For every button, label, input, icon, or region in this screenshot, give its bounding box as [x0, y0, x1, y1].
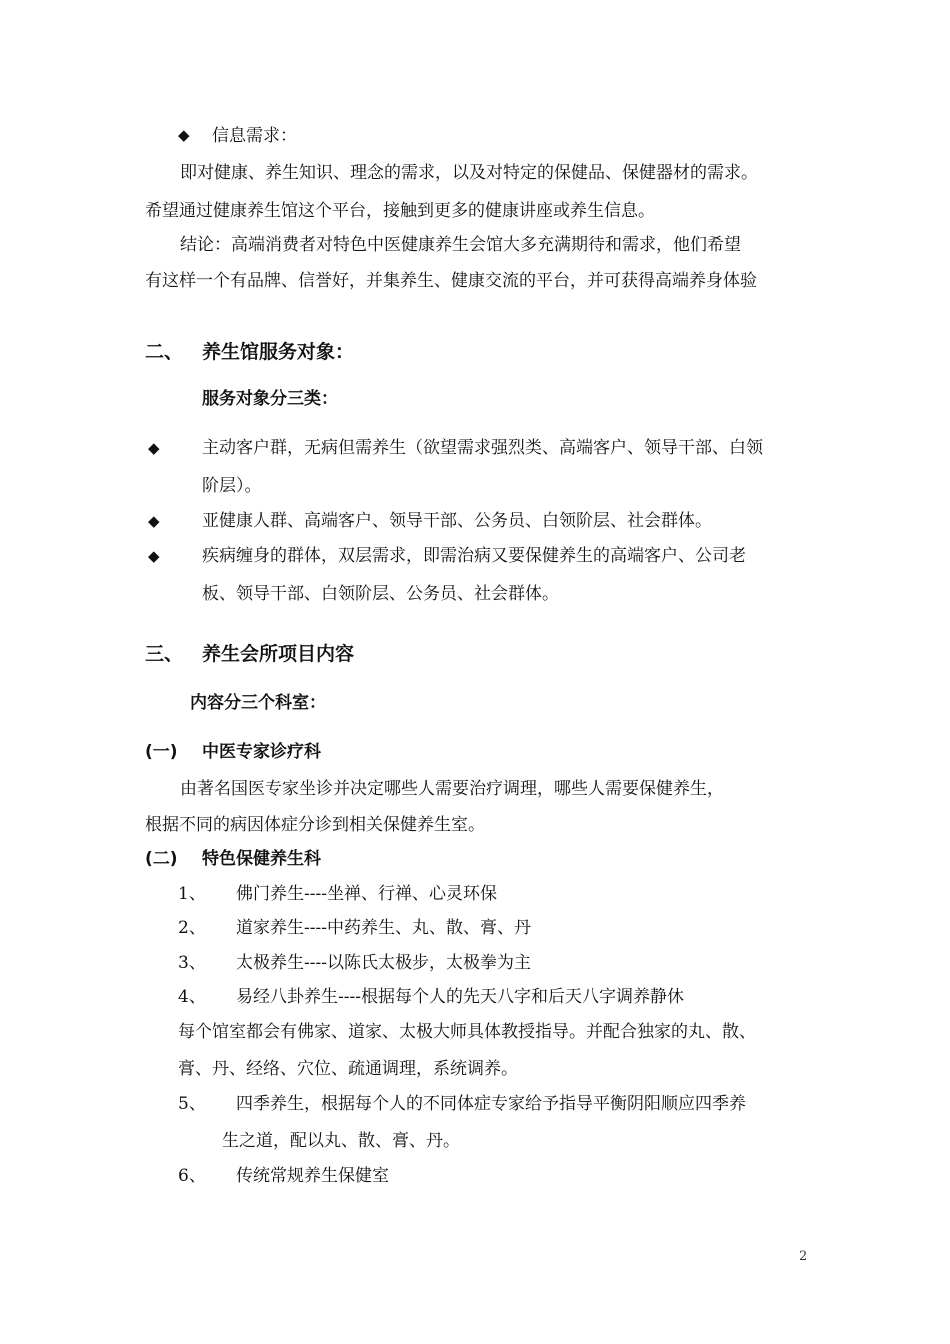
subsection2-title: 特色保健养生科 — [202, 849, 321, 869]
subsection2-para-line1: 每个馆室都会有佛家、道家、太极大师具体教授指导。并配合独家的丸、散、 — [178, 1022, 756, 1042]
section3-number: 三、 — [145, 643, 184, 665]
info-need-para-line2: 希望通过健康养生馆这个平台，接触到更多的健康讲座或养生信息。 — [145, 201, 655, 221]
list-item: 主动客户群，无病但需养生（欲望需求强烈类、高端客户、领导干部、白领 — [202, 438, 763, 458]
subsection1-title: 中医专家诊疗科 — [202, 742, 321, 762]
section2-title: 养生馆服务对象： — [202, 341, 355, 363]
list-item-continuation: 板、领导干部、白领阶层、公务员、社会群体。 — [202, 584, 559, 604]
numbered-item-text: 易经八卦养生----根据每个人的先天八字和后天八字调养静休 — [236, 987, 684, 1007]
bullet-diamond-icon: ◆ — [148, 547, 160, 565]
numbered-item-number: 3、 — [178, 953, 206, 973]
numbered-item-text: 四季养生，根据每个人的不同体症专家给予指导平衡阴阳顺应四季养 — [236, 1094, 746, 1114]
conclusion-line1: 结论：高端消费者对特色中医健康养生会馆大多充满期待和需求，他们希望 — [180, 235, 741, 255]
subsection1-para-line1: 由著名国医专家坐诊并决定哪些人需要治疗调理，哪些人需要保健养生， — [180, 779, 724, 799]
section3-title: 养生会所项目内容 — [202, 643, 355, 665]
bullet-diamond-icon: ◆ — [178, 126, 190, 144]
numbered-item-number: 5、 — [178, 1094, 206, 1114]
numbered-item-number: 6、 — [178, 1166, 206, 1186]
section3-subtitle: 内容分三个科室： — [190, 693, 326, 713]
numbered-item-text: 道家养生----中药养生、丸、散、膏、丹 — [236, 918, 531, 938]
subsection1-para-line2: 根据不同的病因体症分诊到相关保健养生室。 — [145, 815, 485, 835]
section2-number: 二、 — [145, 341, 184, 363]
numbered-item-number: 4、 — [178, 987, 206, 1007]
subsection1-number: (一) — [145, 742, 178, 762]
list-item-continuation: 阶层）。 — [202, 476, 262, 496]
subsection2-para-line2: 膏、丹、经络、穴位、疏通调理，系统调养。 — [178, 1059, 518, 1079]
info-need-para-line1: 即对健康、养生知识、理念的需求，以及对特定的保健品、保健器材的需求。 — [180, 163, 758, 183]
numbered-item-number: 2、 — [178, 918, 206, 938]
numbered-item-text: 太极养生----以陈氏太极步，太极拳为主 — [236, 953, 531, 973]
info-need-label: 信息需求： — [212, 126, 297, 146]
subsection2-number: (二) — [145, 849, 178, 869]
bullet-diamond-icon: ◆ — [148, 439, 160, 457]
numbered-item-number: 1、 — [178, 884, 206, 904]
bullet-diamond-icon: ◆ — [148, 512, 160, 530]
page-number: 2 — [799, 1249, 808, 1264]
numbered-item-continuation: 生之道，配以丸、散、膏、丹。 — [222, 1131, 460, 1151]
section2-subtitle: 服务对象分三类： — [202, 389, 338, 409]
list-item: 疾病缠身的群体，双层需求，即需治病又要保健养生的高端客户、公司老 — [202, 546, 746, 566]
conclusion-line2: 有这样一个有品牌、信誉好，并集养生、健康交流的平台，并可获得高端养身体验 — [145, 271, 757, 291]
numbered-item-text: 佛门养生----坐禅、行禅、心灵环保 — [236, 884, 497, 904]
numbered-item-text: 传统常规养生保健室 — [236, 1166, 389, 1186]
list-item: 亚健康人群、高端客户、领导干部、公务员、白领阶层、社会群体。 — [202, 511, 712, 531]
